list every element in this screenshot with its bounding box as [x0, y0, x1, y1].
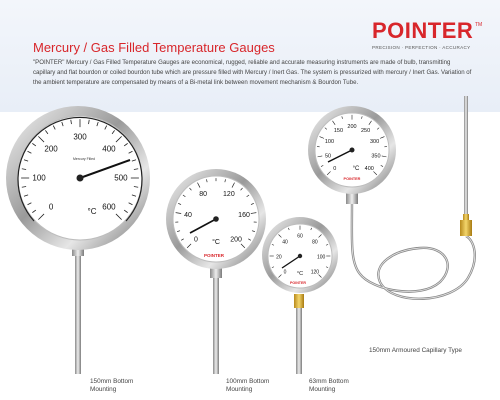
- gauge-150-scale-label: 200: [44, 144, 58, 154]
- gauge-100-brand: POINTER: [203, 253, 225, 258]
- caption-63mm-line2: Mounting: [309, 386, 336, 394]
- gauge-150-unit: °C: [87, 207, 97, 216]
- gauge-63mm: [262, 217, 338, 374]
- caption-150mm-line2: Mounting: [90, 386, 117, 394]
- caption-capillary-line1: 150mm Armoured Capillary Type: [369, 347, 462, 354]
- capillary-gauge-pivot: [350, 148, 355, 153]
- capillary-gauge-scale-label: 250: [360, 128, 371, 135]
- gauge-100-unit: °C: [212, 239, 220, 246]
- gauge-150-scale-label: 300: [73, 132, 87, 142]
- gauge-150-stem: [75, 256, 81, 374]
- gauge-63-scale-label: 0: [283, 269, 287, 276]
- caption-63mm: [309, 378, 349, 395]
- caption-capillary: [369, 347, 462, 355]
- gauge-63-stem: [296, 308, 302, 374]
- logo-wordmark: POINTER: [372, 18, 474, 43]
- gauge-150-type-label: Mercury Filled: [73, 157, 95, 161]
- gauge-63-unit: °C: [296, 271, 304, 277]
- page-title: Mercury / Gas Filled Temperature Gauges: [33, 40, 275, 55]
- capillary-gauge-unit: °C: [352, 166, 360, 172]
- gauge-100-scale-label: 160: [238, 212, 250, 220]
- gauge-100-scale-label: 40: [184, 212, 192, 220]
- caption-100mm-line2: Mounting: [226, 386, 253, 394]
- capillary-tube: [352, 204, 475, 299]
- caption-63mm-line1: 63mm Bottom: [309, 378, 349, 385]
- capillary-gauge-scale-label: 50: [324, 153, 332, 160]
- gauge-63-scale-label: 100: [316, 254, 326, 261]
- gauge-150-pivot: [77, 175, 84, 182]
- capillary-gauge-scale-label: 400: [364, 165, 374, 172]
- gauge-63-scale-label: 40: [282, 239, 288, 246]
- gauge-100-pivot: [213, 216, 219, 222]
- gauge-63-scale-label: 60: [297, 233, 303, 240]
- caption-150mm: [90, 378, 133, 395]
- capillary-gauge-scale-label: 200: [347, 124, 357, 131]
- gauge-100-socket: [210, 268, 222, 278]
- gauge-63-socket: [294, 294, 304, 308]
- gauge-100-scale-label: 120: [223, 191, 235, 199]
- logo-trademark: TM: [475, 22, 483, 28]
- capillary-bulb: [464, 96, 468, 214]
- capillary-gauge-scale-label: 350: [371, 153, 381, 160]
- product-description: "POINTER" Mercury / Gas Filled Temperature Gauges are economical, rugged, reliable and accurate measuring instruments are made of bulb, transmitting capillary and flat bourdon or coiled bourdon tube which are pressure filled with Mercury / Inert Gas. The system is pressurized with mercury / Inert Gas. Variation of the ambient temperature are compensated by means of a Bi-metal link between movement mechanism & Bourdon Tube.: [33, 59, 472, 86]
- capillary-brass-union: [460, 220, 472, 236]
- gauge-63-brand: POINTER: [290, 281, 306, 285]
- gauge-63-scale-label: 20: [276, 254, 282, 261]
- capillary-gauge-brand: POINTER: [343, 177, 361, 181]
- caption-150mm-line1: 150mm Bottom: [90, 378, 134, 385]
- gauge-63-scale-label: 120: [310, 269, 320, 276]
- gauge-100-scale-label: 80: [199, 191, 208, 199]
- logo-tagline: PRECISION · PERFECTION · ACCURACY: [372, 45, 471, 50]
- capillary-gauge-scale-label: 0: [333, 165, 337, 172]
- gauge-150-scale-label: 500: [114, 173, 128, 183]
- gauge-63-pivot: [298, 254, 302, 258]
- gauge-150-scale-label: 400: [102, 144, 116, 154]
- gauge-100-scale-label: 0: [193, 236, 198, 244]
- gauge-100-stem: [213, 278, 219, 374]
- gauge-150-scale-label: 0: [48, 202, 54, 212]
- gauge-150mm: [6, 106, 150, 374]
- gauge-100-scale-label: 200: [230, 236, 242, 244]
- capillary-gauge-scale-label: 300: [369, 139, 380, 146]
- capillary-gauge-scale-label: 150: [333, 128, 344, 135]
- caption-100mm: [226, 378, 269, 395]
- gauge-150-scale-label: 100: [32, 173, 46, 183]
- capillary-gauge-scale-label: 100: [324, 139, 335, 146]
- gauge-63-scale-label: 80: [312, 239, 318, 246]
- gauge-100mm: [166, 169, 266, 374]
- gauge-150-scale-label: 600: [102, 202, 116, 212]
- caption-100mm-line1: 100mm Bottom: [226, 378, 270, 385]
